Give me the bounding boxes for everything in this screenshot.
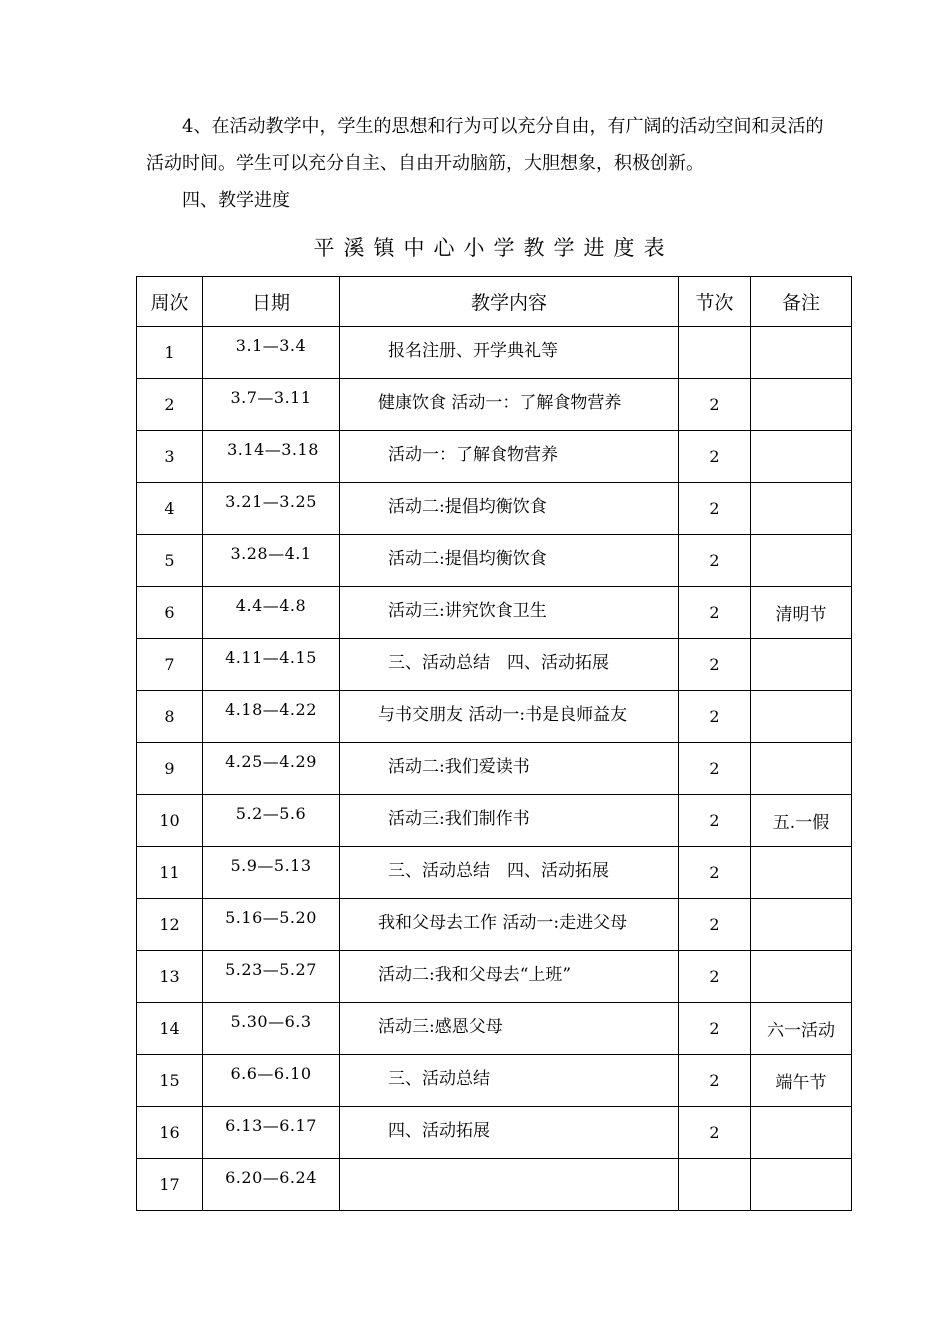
cell-note [751, 379, 852, 431]
cell-note [751, 951, 852, 1003]
cell-periods: 2 [679, 379, 751, 431]
cell-week: 8 [137, 691, 203, 743]
section-heading-teaching-progress: 四、教学进度 [182, 190, 290, 211]
cell-date: 4.4—4.8 [203, 587, 340, 639]
cell-week: 3 [137, 431, 203, 483]
cell-week: 14 [137, 1003, 203, 1055]
cell-note [751, 639, 852, 691]
cell-note [751, 847, 852, 899]
table-row [137, 587, 852, 639]
cell-note [751, 691, 852, 743]
paragraph-text: 4、在活动教学中，学生的思想和行为可以充分自由，有广阔的活动空间和灵活的活动时间。学生可以充分自主、自由开动脑筋，大胆想象，积极创新。 [146, 116, 824, 174]
cell-periods: 2 [679, 587, 751, 639]
cell-date: 3.1—3.4 [203, 327, 340, 379]
cell-week: 4 [137, 483, 203, 535]
cell-week: 17 [137, 1159, 203, 1211]
cell-content [340, 795, 679, 847]
cell-date: 3.28—4.1 [203, 535, 340, 587]
table-header-row [137, 277, 852, 327]
cell-week: 2 [137, 379, 203, 431]
cell-week: 16 [137, 1107, 203, 1159]
cell-week: 10 [137, 795, 203, 847]
cell-week: 12 [137, 899, 203, 951]
table-row [137, 327, 852, 379]
cell-note [751, 743, 852, 795]
cell-note [751, 899, 852, 951]
cell-content-text: 活动二:我和父母去“上班” [378, 965, 572, 985]
cell-week: 7 [137, 639, 203, 691]
cell-periods: 2 [679, 1107, 751, 1159]
table-row [137, 743, 852, 795]
cell-content-text: 四、活动拓展 [388, 1121, 490, 1141]
cell-content-text: 三、活动总结 四、活动拓展 [388, 653, 609, 673]
cell-periods: 2 [679, 951, 751, 1003]
header-note: 备注 [751, 277, 852, 327]
cell-note [751, 431, 852, 483]
cell-note [751, 1107, 852, 1159]
cell-periods: 2 [679, 691, 751, 743]
table-row [137, 847, 852, 899]
cell-periods [679, 327, 751, 379]
table-row [137, 639, 852, 691]
cell-note [751, 535, 852, 587]
cell-date: 6.20—6.24 [203, 1159, 340, 1211]
cell-week: 11 [137, 847, 203, 899]
cell-date: 4.25—4.29 [203, 743, 340, 795]
cell-date: 3.7—3.11 [203, 379, 340, 431]
cell-note: 端午节 [751, 1055, 852, 1107]
table-row [137, 795, 852, 847]
cell-content [340, 899, 679, 951]
cell-content [340, 1159, 679, 1211]
cell-note [751, 327, 852, 379]
cell-content-text: 活动一：了解食物营养 [388, 445, 558, 465]
cell-content-text: 健康饮食 活动一：了解食物营养 [378, 393, 622, 413]
header-week: 周次 [137, 277, 203, 327]
table-row [137, 379, 852, 431]
cell-week: 6 [137, 587, 203, 639]
cell-periods: 2 [679, 847, 751, 899]
cell-week: 13 [137, 951, 203, 1003]
cell-date: 4.11—4.15 [203, 639, 340, 691]
cell-content-text: 三、活动总结 四、活动拓展 [388, 861, 609, 881]
cell-content [340, 951, 679, 1003]
table-row [137, 1003, 852, 1055]
cell-content-text: 活动三:我们制作书 [388, 809, 530, 829]
cell-date: 6.6—6.10 [203, 1055, 340, 1107]
cell-content [340, 587, 679, 639]
cell-week: 9 [137, 743, 203, 795]
cell-date: 5.16—5.20 [203, 899, 340, 951]
cell-periods: 2 [679, 1003, 751, 1055]
table-row [137, 899, 852, 951]
cell-content [340, 379, 679, 431]
table-row [137, 951, 852, 1003]
cell-date: 5.2—5.6 [203, 795, 340, 847]
cell-date: 3.21—3.25 [203, 483, 340, 535]
cell-content-text: 与书交朋友 活动一:书是良师益友 [378, 705, 628, 725]
table-row [137, 431, 852, 483]
cell-week: 5 [137, 535, 203, 587]
cell-content-text: 活动三:讲究饮食卫生 [388, 601, 547, 621]
cell-note: 清明节 [751, 587, 852, 639]
cell-content-text: 活动三:感恩父母 [378, 1017, 503, 1037]
cell-content [340, 847, 679, 899]
cell-periods: 2 [679, 795, 751, 847]
cell-week: 15 [137, 1055, 203, 1107]
table-row [137, 535, 852, 587]
cell-periods [679, 1159, 751, 1211]
cell-note [751, 1159, 852, 1211]
cell-content [340, 431, 679, 483]
cell-periods: 2 [679, 535, 751, 587]
cell-periods: 2 [679, 639, 751, 691]
cell-content [340, 639, 679, 691]
paragraph-activity-freedom [146, 108, 826, 182]
cell-content-text: 三、活动总结 [388, 1069, 490, 1089]
cell-content-text: 活动二:提倡均衡饮食 [388, 549, 547, 569]
cell-note [751, 483, 852, 535]
cell-content-text: 活动二:我们爱读书 [388, 757, 530, 777]
cell-date: 5.23—5.27 [203, 951, 340, 1003]
cell-periods: 2 [679, 899, 751, 951]
cell-week: 1 [137, 327, 203, 379]
table-title: 平溪镇中心小学教学进度表 [313, 236, 674, 260]
header-content: 教学内容 [340, 277, 679, 327]
cell-content-text: 报名注册、开学典礼等 [388, 341, 558, 361]
cell-date: 5.9—5.13 [203, 847, 340, 899]
cell-content-text: 我和父母去工作 活动一:走进父母 [378, 913, 628, 933]
cell-periods: 2 [679, 431, 751, 483]
cell-periods: 2 [679, 1055, 751, 1107]
cell-date: 3.14—3.18 [203, 431, 340, 483]
cell-note: 六一活动 [751, 1003, 852, 1055]
cell-content-text: 活动二:提倡均衡饮食 [388, 497, 547, 517]
table-row [137, 691, 852, 743]
header-date: 日期 [203, 277, 340, 327]
cell-content [340, 691, 679, 743]
cell-date: 6.13—6.17 [203, 1107, 340, 1159]
table-body [137, 327, 852, 1211]
header-periods: 节次 [679, 277, 751, 327]
cell-periods: 2 [679, 743, 751, 795]
cell-content [340, 327, 679, 379]
progress-table [136, 276, 852, 1211]
cell-content [340, 483, 679, 535]
table-row [137, 1107, 852, 1159]
cell-date: 4.18—4.22 [203, 691, 340, 743]
cell-content [340, 1055, 679, 1107]
cell-date: 5.30—6.3 [203, 1003, 340, 1055]
cell-note: 五.一假 [751, 795, 852, 847]
cell-content [340, 1003, 679, 1055]
table-row [137, 1055, 852, 1107]
table-row [137, 483, 852, 535]
cell-content [340, 1107, 679, 1159]
cell-content [340, 743, 679, 795]
cell-content [340, 535, 679, 587]
table-row [137, 1159, 852, 1211]
cell-periods: 2 [679, 483, 751, 535]
